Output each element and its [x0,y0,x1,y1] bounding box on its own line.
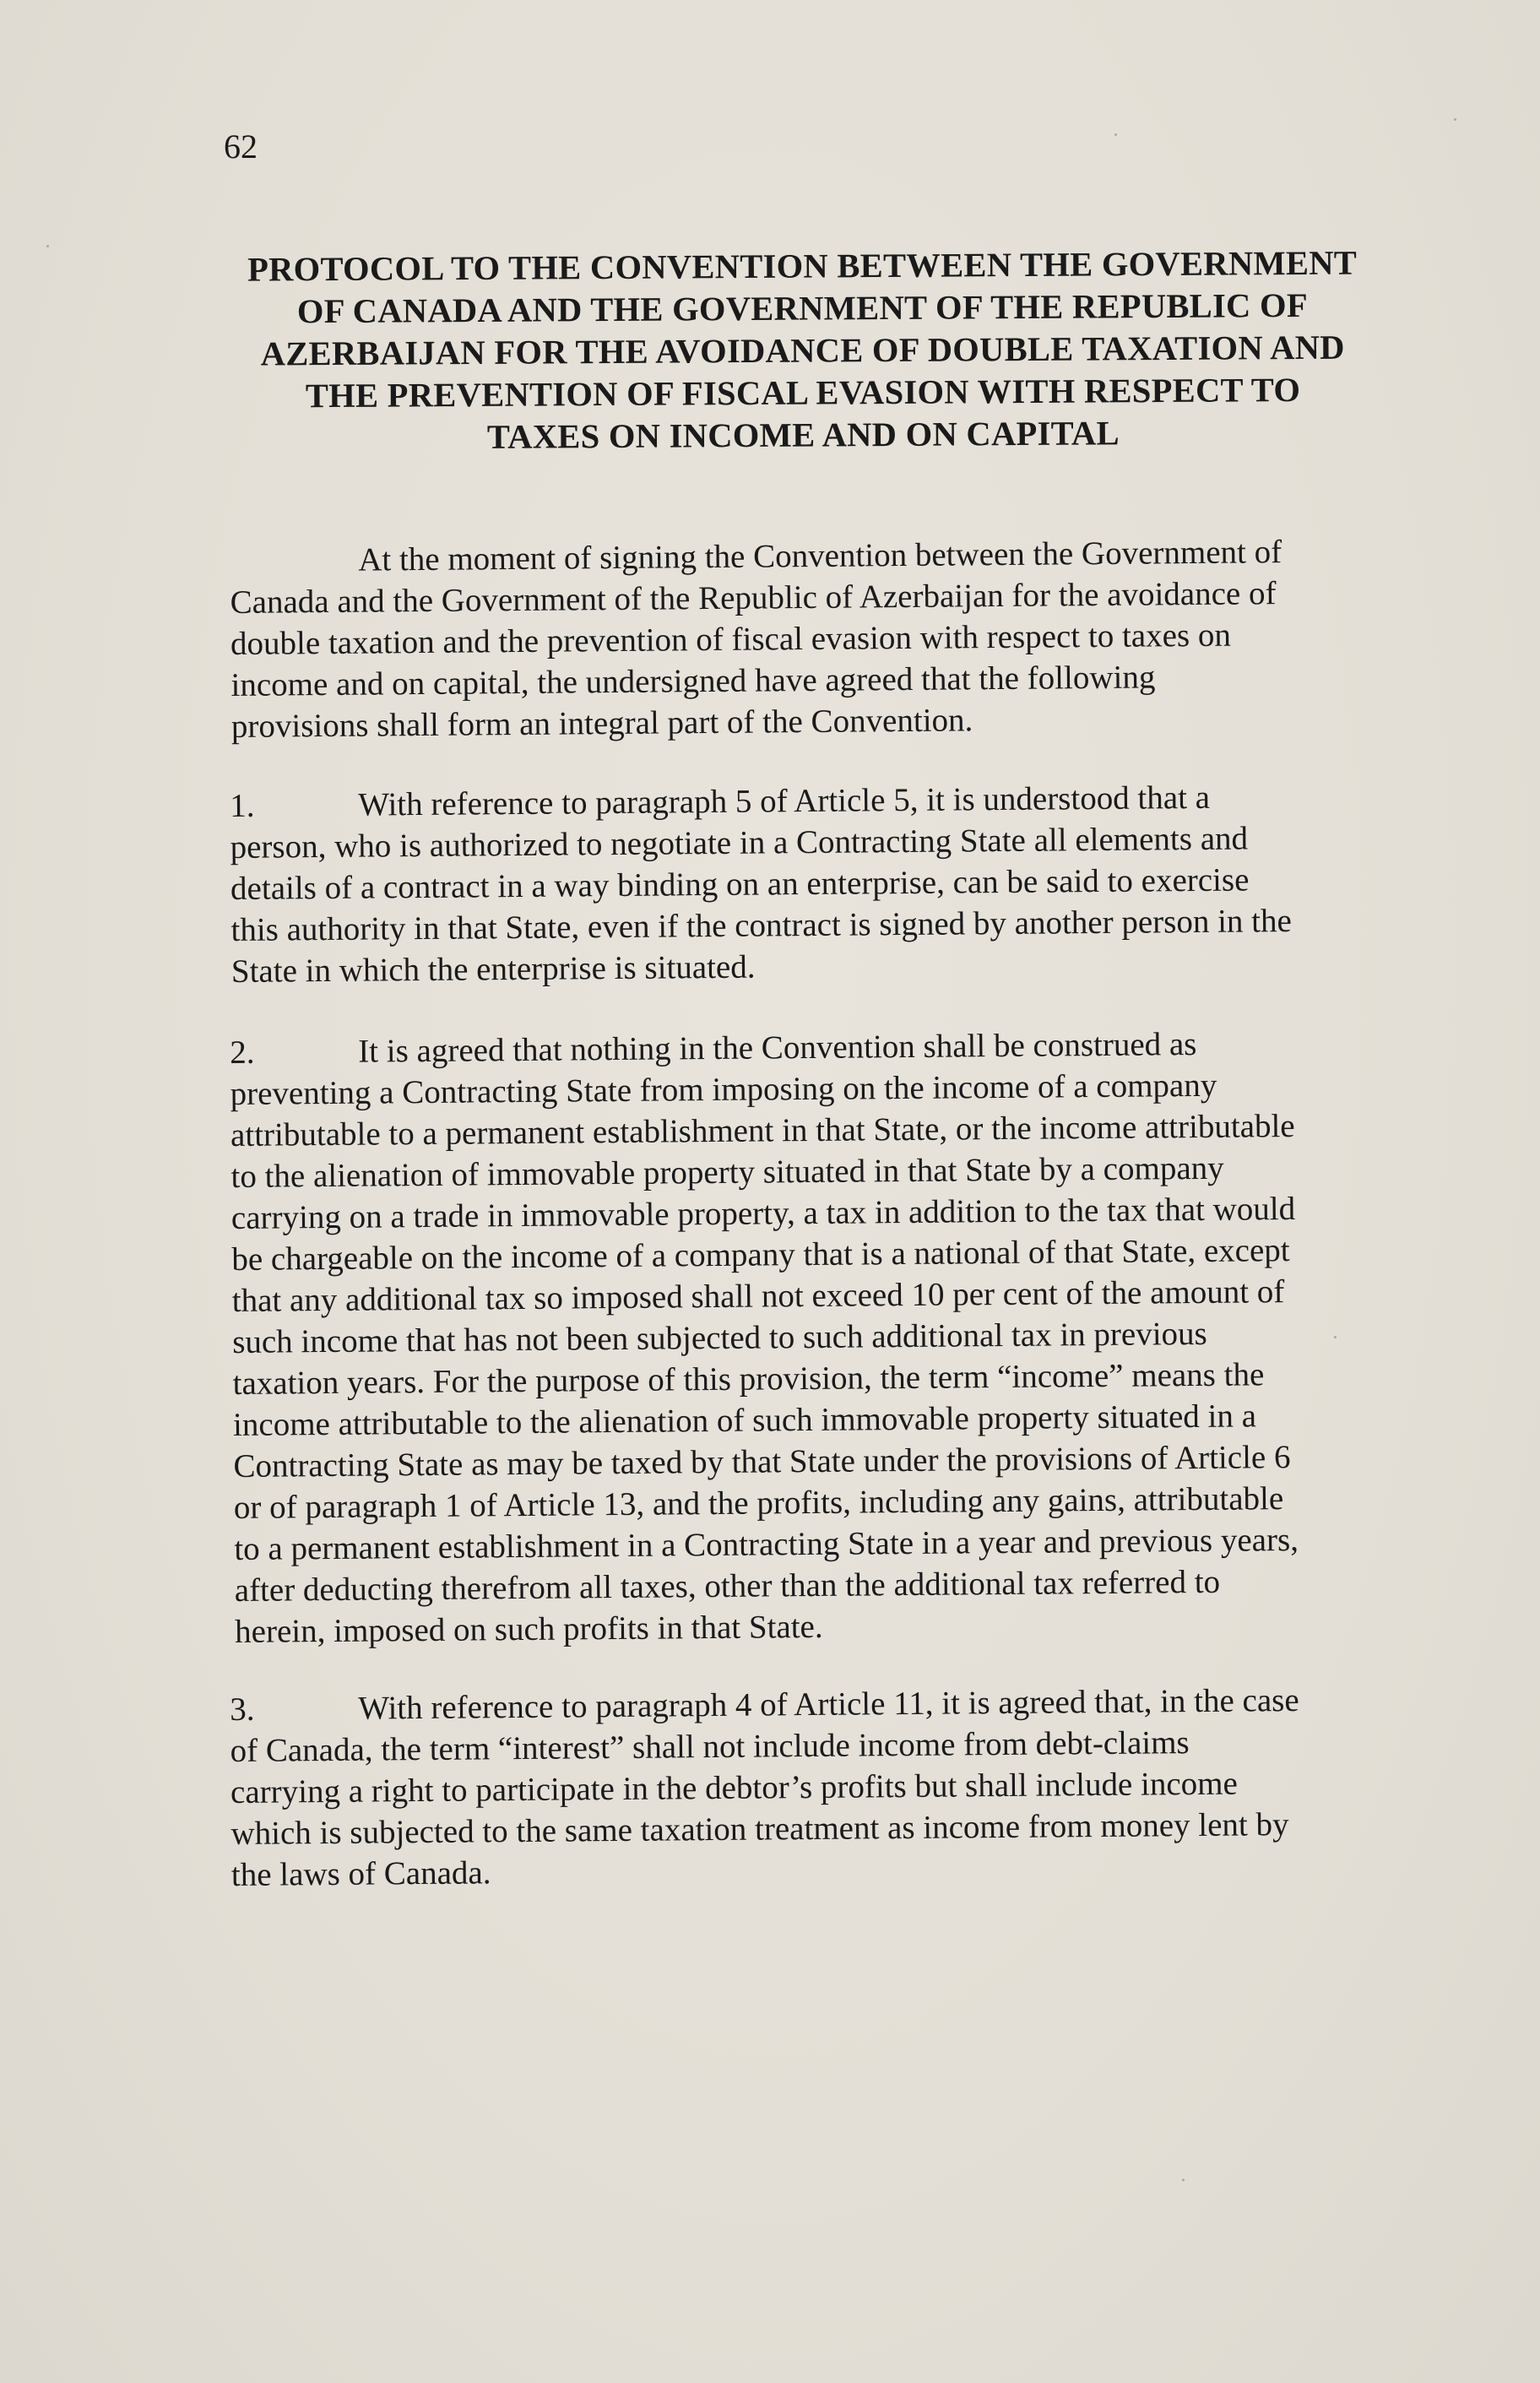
paragraph-number: 2. [230,1034,255,1071]
paragraph-line: herein, imposed on such profits in that State. [235,1608,823,1650]
paragraph-1 [230,775,1396,992]
paragraph-line: be chargeable on the income of a company that is a national of that State, except [231,1232,1290,1278]
paper-speck [46,245,49,247]
paragraph-line: after deducting therefrom all taxes, other than the additional tax referred to [234,1563,1221,1609]
paragraph-line: such income that has not been subjected to such additional tax in previous [232,1315,1207,1360]
title-line: OF CANADA AND THE GOVERNMENT OF THE REPUBLIC OF [296,285,1309,331]
title-line: AZERBAIJAN FOR THE AVOIDANCE OF DOUBLE TAXATION AND [260,328,1345,373]
page-number: 62 [224,128,258,166]
protocol-title [194,242,1412,460]
intro-line: provisions shall form an integral part of the Convention. [230,702,973,745]
title-line: TAXES ON INCOME AND ON CAPITAL [486,414,1120,456]
title-line: THE PREVENTION OF FISCAL EVASION WITH RESPECT TO [305,370,1301,415]
paragraph-line: State in which the enterprise is situated. [230,948,756,990]
paragraph-line: the laws of Canada. [230,1854,491,1893]
paragraph-line: of Canada, the term “interest” shall not include income from debt-claims [230,1724,1190,1769]
paragraph-line: carrying on a trade in immovable property, a tax in addition to the tax that would [230,1190,1296,1236]
paragraph-line: which is subjected to the same taxation treatment as income from money lent by [230,1806,1289,1852]
paragraph-line: Contracting State as may be taxed by that State under the provisions of Article 6 [233,1439,1291,1485]
intro-paragraph [230,530,1396,747]
paragraph-line: income attributable to the alienation of such immovable property situated in a [232,1398,1257,1443]
paper-speck [1334,1336,1337,1338]
paragraph-number: 1. [230,787,255,824]
paragraph-line: or of paragraph 1 of Article 13, and the profits, including any gains, attributable [233,1480,1284,1526]
paragraph-number: 3. [230,1691,255,1728]
paragraph-line: taxation years. For the purpose of this provision, the term “income” means the [232,1356,1265,1402]
paragraph-3 [230,1679,1396,1896]
paragraph-line: attributable to a permanent establishment in that State, or the income attributable [230,1107,1295,1154]
paragraph-2 [230,1022,1400,1653]
paragraph-line: to the alienation of immovable property situated in that State by a company [230,1149,1224,1195]
paper-speck [1454,118,1456,121]
intro-line: income and on capital, the undersigned have agreed that the following [230,659,1156,703]
paragraph-text: With reference to paragraph 5 of Article 5, it is understood that a [358,779,1211,823]
paragraph-line: carrying a right to participate in the debtor’s profits but shall include income [230,1765,1238,1810]
title-line: PROTOCOL TO THE CONVENTION BETWEEN THE GOVERNMENT [247,243,1358,289]
paragraph-line: this authority in that State, even if the contract is signed by another person in the [230,903,1293,948]
paragraph-text: It is agreed that nothing in the Convention shall be construed as [358,1026,1197,1070]
intro-line: double taxation and the prevention of fiscal evasion with respect to taxes on [230,616,1232,662]
paragraph-line: person, who is authorized to negotiate in a Contracting State all elements and [230,820,1249,866]
intro-line: Canada and the Government of the Republic of Azerbaijan for the avoidance of [230,575,1277,621]
paragraph-text: With reference to paragraph 4 of Article 11, it is agreed that, in the case [358,1681,1299,1727]
paragraph-line: to a permanent establishment in a Contracting State in a year and previous years, [234,1521,1299,1567]
paper-speck [1182,2179,1185,2181]
paragraph-line: preventing a Contracting State from imposing on the income of a company [230,1067,1217,1112]
intro-line: At the moment of signing the Convention between the Government of [358,534,1282,578]
paper-speck [1114,133,1117,136]
paragraph-line: that any additional tax so imposed shall not exceed 10 per cent of the amount of [231,1273,1285,1319]
paragraph-line: details of a contract in a way binding on an enterprise, can be said to exercise [230,861,1250,907]
